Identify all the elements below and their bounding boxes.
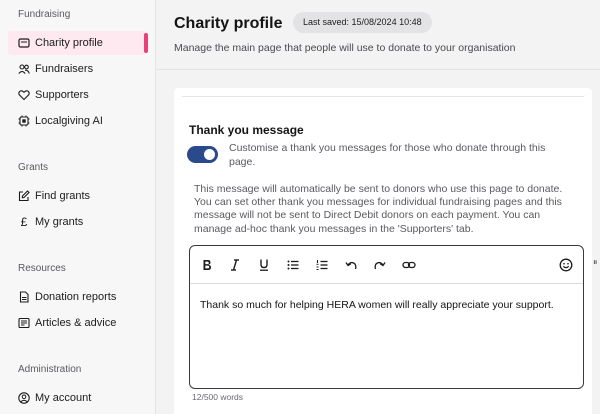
sidebar-item-label: Find grants [35,190,91,202]
sidebar-item-label: Articles & advice [35,317,117,329]
article-icon [18,317,30,329]
sidebar-item-my-grants[interactable] [8,210,146,234]
user-circle-icon [18,392,30,404]
section-title-grants: Grants [18,162,49,173]
sidebar-item-label: Charity profile [35,37,103,49]
emoji-icon[interactable] [558,257,574,273]
heart-icon [18,89,30,101]
page-title: Charity profile [174,15,283,32]
page-header [157,0,600,70]
section-title-administration: Administration [18,364,82,375]
sidebar-item-label: My grants [35,216,84,228]
sidebar-item-label: Localgiving AI [35,115,103,127]
divider [182,96,584,97]
sidebar [0,0,156,414]
word-count: 12/500 words [192,392,244,402]
users-icon [18,63,30,75]
sidebar-item-label: Donation reports [35,291,117,303]
document-icon [18,291,30,303]
panel-resize-handle[interactable]: ⏸ [593,257,598,267]
sidebar-item-my-account[interactable] [8,386,146,410]
italic-icon[interactable] [227,257,243,273]
bullet-list-icon[interactable] [285,257,301,273]
message-editor[interactable] [189,245,584,389]
sidebar-item-localgiving-ai[interactable] [8,109,146,133]
pen-icon [18,37,30,49]
section-title-resources: Resources [18,263,66,274]
sidebar-item-label: Supporters [35,89,89,101]
link-icon[interactable] [401,257,417,273]
sidebar-item-donation-reports[interactable] [8,285,146,309]
editor-toolbar [190,246,583,284]
sidebar-item-label: Fundraisers [35,63,94,75]
sidebar-item-articles-advice[interactable] [8,311,146,335]
help-text: This message will automatically be sent to donors who use this page to donate. You can set other thank you messages for individual fundraising pages and this message will not be sent to Direct Debit donors on each payment. You can manage ad-hoc thank you messages in the 'Supporters' tab. [194,183,563,235]
page-subtitle: Manage the main page that people will use to donate to your organisation [174,42,516,54]
toggle-knob [204,149,215,160]
ai-chip-icon [18,115,30,127]
thank-you-toggle[interactable] [187,146,218,163]
undo-icon[interactable] [343,257,359,273]
bold-icon[interactable] [199,257,215,273]
section-title-fundraising: Fundraising [18,9,71,20]
redo-icon[interactable] [372,257,388,273]
thank-you-card [174,88,592,414]
pound-icon: £ [20,215,28,229]
sidebar-item-label: My account [35,392,92,404]
sidebar-item-charity-profile[interactable] [8,31,146,55]
section-heading: Thank you message [189,123,304,137]
underline-icon[interactable] [256,257,272,273]
toggle-label: Customise a thank you messages for those who donate through this page. [229,142,546,168]
sidebar-item-supporters[interactable] [8,83,146,107]
editor-content[interactable]: Thank so much for helping HERA women will really appreciate your support. [200,299,554,311]
status-badge: Last saved: 15/08/2024 10:48 [293,12,432,33]
edit-icon [18,190,30,202]
numbered-list-icon[interactable] [314,257,330,273]
sidebar-item-find-grants[interactable] [8,184,146,208]
sidebar-item-fundraisers[interactable] [8,57,146,81]
